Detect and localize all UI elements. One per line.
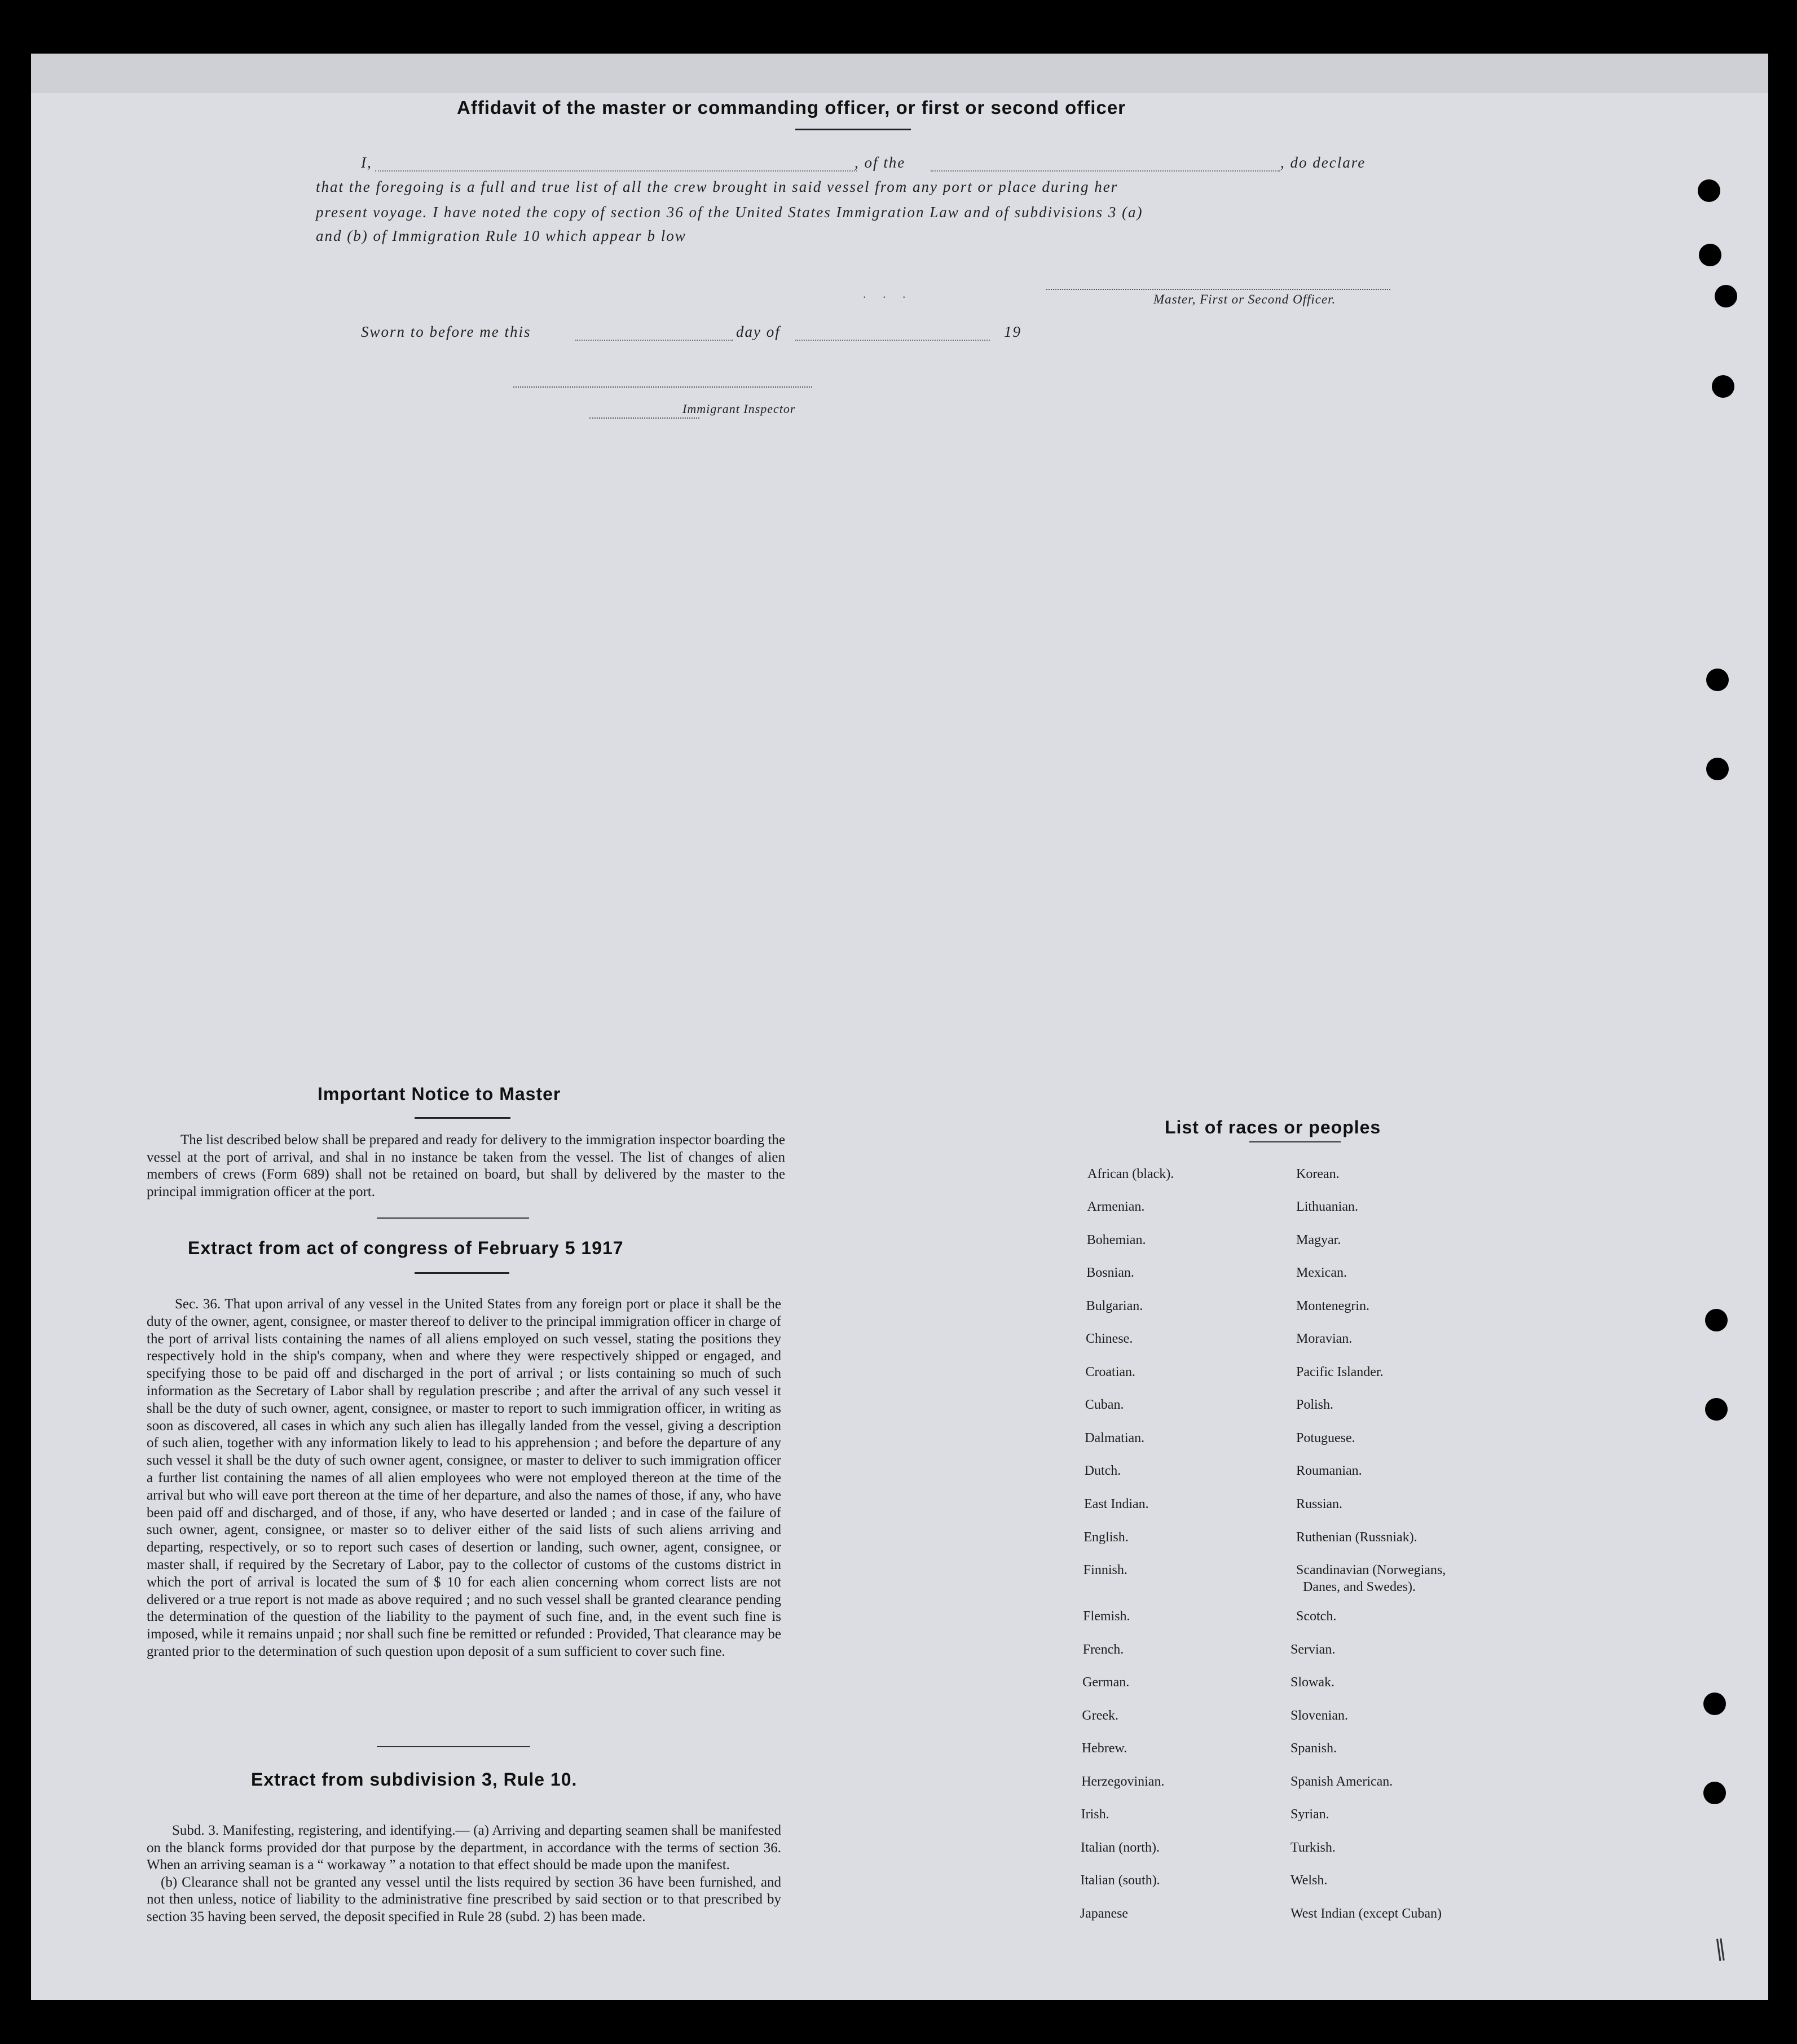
race-item: Japanese [1080, 1906, 1129, 1921]
subdivision-3b-paragraph: (b) Clearance shall not be granted any vessel until the lists required by section 36 have been furnished, and not then unless, notice of liability to the administrative fine prescribed by said section or to that prescribed by section 35 having been served, the deposit specified in Rule 28 (subd. 2) has been made. [147, 1874, 781, 1924]
race-item: Roumanian. [1296, 1463, 1362, 1478]
divider [795, 129, 911, 130]
race-item: Bosnian. [1086, 1265, 1134, 1280]
race-item: Italian (south). [1080, 1873, 1160, 1888]
race-item: Russian. [1296, 1497, 1343, 1511]
binder-hole [1712, 375, 1734, 398]
affidavit-line-3: present voyage. I have noted the copy of section 36 of the United States Immigration Law and of subdivisions 3 (a) [316, 204, 1143, 221]
race-item: Herzegovinian. [1081, 1774, 1165, 1789]
inspector-label: Immigrant Inspector [682, 402, 796, 416]
rule-extract-title: Extract from subdivision 3, Rule 10. [251, 1769, 578, 1790]
race-item: West Indian (except Cuban) [1291, 1906, 1442, 1921]
race-item: Slowak. [1291, 1675, 1334, 1690]
affidavit-line-4: and (b) of Immigration Rule 10 which appear b low [316, 227, 686, 244]
race-item: Dutch. [1084, 1463, 1121, 1478]
affidavit-of-the-label: , of the [855, 154, 906, 171]
divider [415, 1117, 510, 1119]
race-item: Greek. [1082, 1708, 1119, 1723]
race-item: Dalmatian. [1085, 1431, 1145, 1445]
race-item: Slovenian. [1291, 1708, 1348, 1723]
race-item: Scandinavian (Norwegians, [1296, 1563, 1446, 1577]
race-item: German. [1082, 1675, 1130, 1690]
sworn-month-field[interactable] [795, 340, 990, 341]
notice-text: The list described below shall be prepared and ready for delivery to the immigration inspector boarding the vessel at the port of arrival, and shal in no instance be taken from the vessel. The list of changes of alien members of crews (Form 689) shall not be retained on board, but shall by delivered by the master to the principal immigration officer at the port. [147, 1132, 785, 1199]
sworn-label: Sworn to before me this [361, 323, 531, 340]
document-page [31, 54, 1768, 2000]
race-item: Ruthenian (Russniak). [1296, 1530, 1417, 1545]
vessel-blank-field[interactable] [931, 170, 1280, 172]
race-item: East Indian. [1084, 1497, 1149, 1511]
subdivision-3a-text [147, 1822, 781, 1926]
sworn-day-field[interactable] [575, 340, 733, 341]
race-item: Syrian. [1291, 1807, 1329, 1822]
race-item: Montenegrin. [1296, 1299, 1369, 1313]
signature-line[interactable] [1046, 289, 1390, 290]
binder-hole [1703, 1782, 1726, 1804]
binder-hole [1698, 179, 1720, 202]
signature-label: Master, First or Second Officer. [1153, 292, 1336, 306]
divider [377, 1217, 529, 1219]
affidavit-title: Affidavit of the master or commanding officer, or first or second officer [457, 97, 1126, 118]
race-item: French. [1082, 1642, 1124, 1657]
race-item: Bohemian. [1086, 1233, 1146, 1247]
race-item: Pacific Islander. [1296, 1365, 1384, 1379]
notice-title: Important Notice to Master [318, 1084, 561, 1104]
race-item: Finnish. [1083, 1563, 1127, 1577]
race-item: Croatian. [1085, 1365, 1136, 1379]
race-item: Cuban. [1085, 1397, 1124, 1412]
race-item: Scotch. [1296, 1609, 1337, 1624]
divider [377, 1746, 530, 1747]
race-item: English. [1084, 1530, 1129, 1545]
race-item: Magyar. [1296, 1233, 1341, 1247]
title-underline [1249, 1141, 1341, 1142]
race-item: Mexican. [1296, 1265, 1347, 1280]
race-item: Danes, and Swedes). [1303, 1580, 1416, 1594]
race-item: Bulgarian. [1086, 1299, 1143, 1313]
faint-dots: . . . [863, 287, 913, 301]
binder-hole [1703, 1693, 1726, 1715]
race-item: Irish. [1081, 1807, 1109, 1822]
race-item: Welsh. [1291, 1873, 1328, 1888]
subdivision-3a-paragraph: Subd. 3. Manifesting, registering, and identifying.— (a) Arriving and departing seamen shall be manifested on the blanck forms provided dor that purpose by the department, in accordance with the terms of section 36. When an arriving seaman is a “ workaway ” a notation to that effect should be made upon the manifest. [147, 1823, 781, 1872]
inspector-signature-line[interactable] [513, 386, 812, 388]
race-item: Hebrew. [1081, 1741, 1127, 1756]
race-item: Potuguese. [1296, 1431, 1355, 1445]
race-item: Turkish. [1291, 1840, 1336, 1855]
race-item: Flemish. [1083, 1609, 1130, 1624]
race-item: Chinese. [1086, 1331, 1133, 1346]
sworn-day-of-label: day of [736, 323, 781, 340]
section-36-text: Sec. 36. That upon arrival of any vessel in the United States from any foreign port or place it shall be the duty of the owner, agent, consignee, or master thereof to deliver to the principal immigration officer in charge of the port of arrival lists containing the names of all aliens employed on such vessel, stating the positions they respectively hold in the ship's company, when and where they were respectively shipped or engaged, and specifying those to be paid off and discharged in the port of arrival ; or lists containing so much of such information as the Secretary of Labor shall by regulation prescribe ; and after the arrival of any such vessel it shall be the duty of such owner, agent, consignee, or master to report to such immigration officer, in writing as soon as discovered, all cases in which any such alien has illegally landed from the vessel, giving a description of such alien, together with any information likely to lead to his apprehension ; and before the departure of any such vessel it shall be the duty of such owner agent, consignee, or master to deliver to such immigration officer a further list containing the names of all alien employees who were not employed thereon at the time of the arrival but who will eave port thereon at the time of her departure, and also the names of those, if any, who have been paid off and discharged, and of those, if any, who have deserted or landed ; and in case of the failure of such owner, agent, consignee, or master so to deliver either of the said lists of such aliens arriving and departing, respectively, or so to report such cases of desertion or landing, such owner, agent, consignee, or master shall, if required by the Secretary of Labor, pay to the collector of customs of the customs district in which the port of arrival is located the sum of $ 10 for each alien concerning whom correct lists are not delivered or a true report is not made as above required ; and no such vessel shall be granted clearance pending the determination of the question of the liability to the payment of such fine, and, in the event such fine is imposed, while it remains unpaid ; nor shall such fine be remitted or refunded : Provided, That clearance may be granted prior to the determination of such question upon deposit of a sum sufficient to cover such fine. [147, 1296, 781, 1659]
handwritten-mark: ∥ [1712, 1935, 1728, 1962]
races-title: List of races or peoples [1165, 1117, 1381, 1137]
act-extract-title: Extract from act of congress of February 5 1917 [188, 1238, 624, 1258]
divider [415, 1272, 509, 1274]
race-item: Spanish American. [1291, 1774, 1393, 1789]
race-item: Spanish. [1291, 1741, 1337, 1756]
binder-hole [1715, 285, 1737, 307]
binder-hole [1699, 244, 1721, 266]
inspector-underline [589, 417, 699, 419]
binder-hole [1706, 758, 1729, 780]
binder-hole [1705, 1309, 1728, 1331]
race-item: Moravian. [1296, 1331, 1353, 1346]
race-item: African (black). [1087, 1167, 1174, 1181]
race-item: Servian. [1291, 1642, 1336, 1657]
race-item: Polish. [1296, 1397, 1334, 1412]
binder-hole [1706, 669, 1729, 691]
race-item: Italian (north). [1081, 1840, 1160, 1855]
name-blank-field[interactable] [375, 170, 857, 172]
race-item: Korean. [1296, 1167, 1340, 1181]
race-item: Lithuanian. [1296, 1199, 1358, 1214]
race-item: Armenian. [1087, 1199, 1145, 1214]
affidavit-declare-label: , do declare [1280, 154, 1366, 171]
page-top-bleed [31, 54, 1768, 93]
binder-hole [1705, 1398, 1728, 1421]
affidavit-i-label: I, [361, 154, 372, 171]
affidavit-line-2: that the foregoing is a full and true list of all the crew brought in said vessel from any port or place during her [316, 178, 1118, 195]
sworn-year-label: 19 [1004, 323, 1021, 340]
